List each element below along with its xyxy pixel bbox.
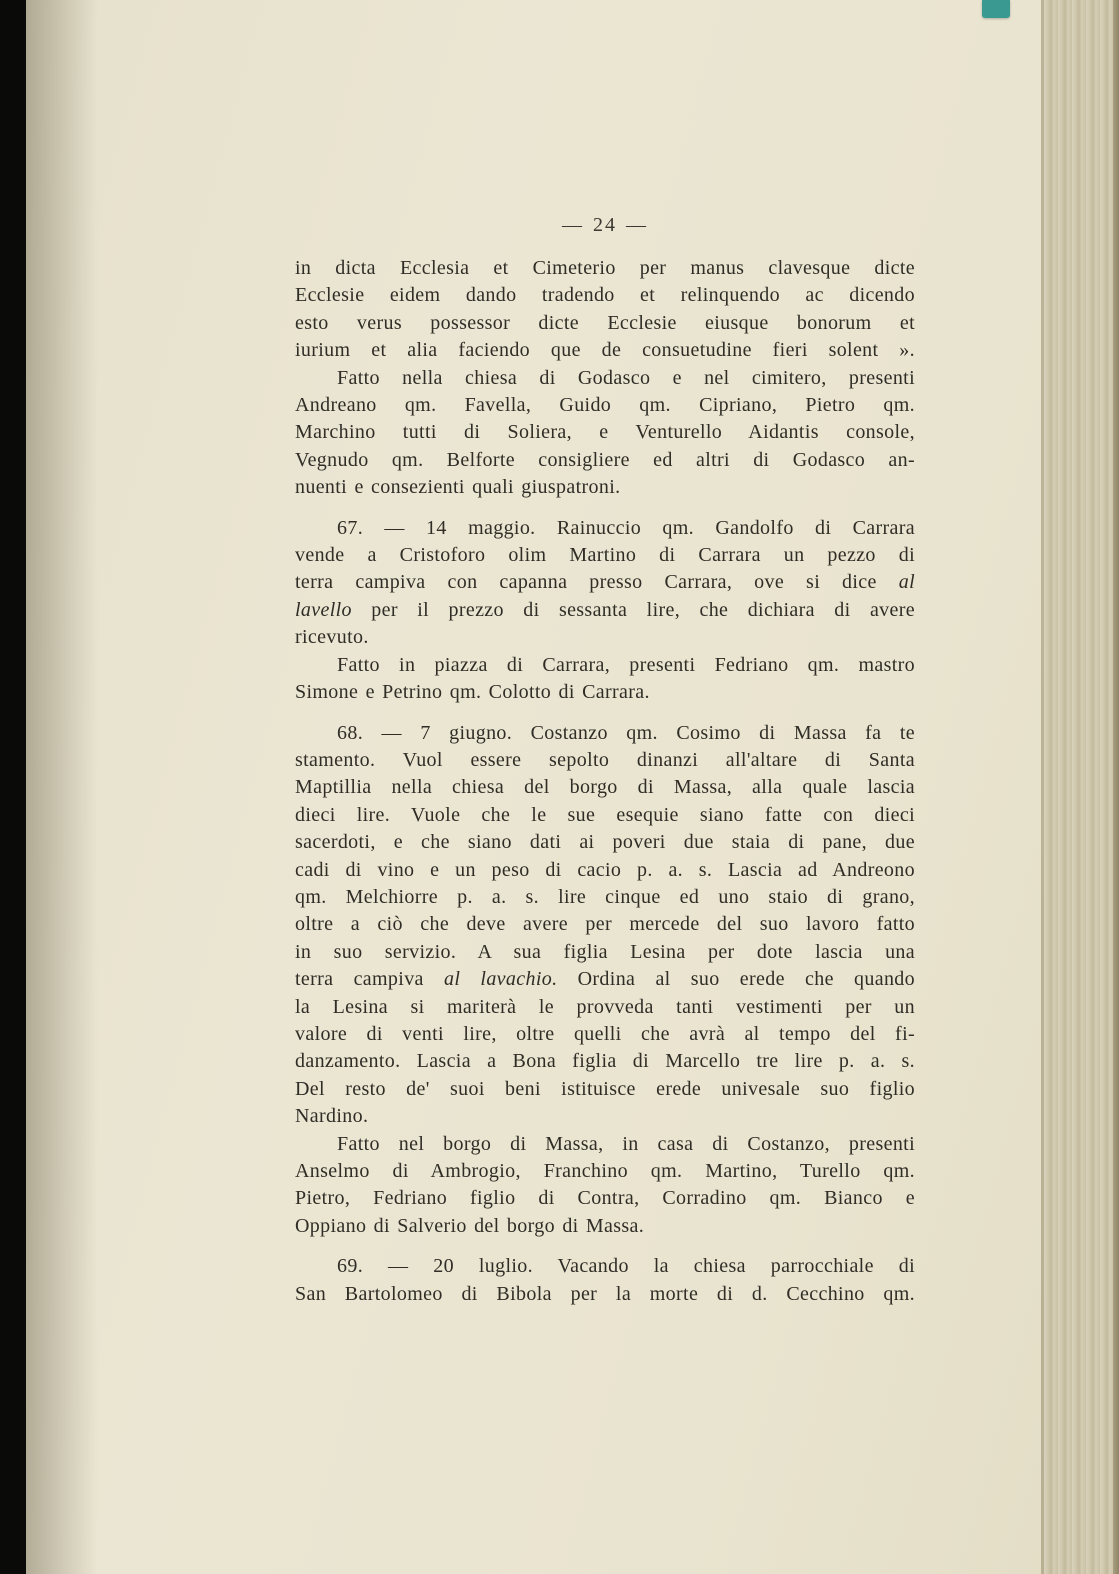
text-line: Ecclesie eidem dando tradendo et relinquendo ac dicendo xyxy=(295,284,915,307)
page-text xyxy=(295,212,915,1308)
text-line: iurium et alia faciendo que de consuetudine fieri solent ». xyxy=(295,339,915,362)
text-line: valore di venti lire, oltre quelli che avrà al tempo del fi- xyxy=(295,1022,915,1045)
bookmark-tab xyxy=(982,0,1010,18)
book-cover-edge xyxy=(1113,0,1119,1574)
text-line: 69. — 20 luglio. Vacando la chiesa parrocchiale di xyxy=(337,1255,915,1278)
text-line: esto verus possessor dicte Ecclesie eiusque bonorum et xyxy=(295,311,915,334)
text-line: Nardino. xyxy=(295,1105,369,1128)
paragraph-fatto-piazza xyxy=(295,652,915,707)
text-line: sacerdoti, e che siano dati ai poveri due staia di pane, due xyxy=(295,831,915,854)
text-line: la Lesina si mariterà le provveda tanti vestimenti per un xyxy=(295,995,915,1018)
text-line: Anselmo di Ambrogio, Franchino qm. Martino, Turello qm. xyxy=(295,1160,915,1182)
text-segment: terra campiva con capanna presso Carrara, ove si dice xyxy=(295,571,899,594)
text-line: Vegnudo qm. Belforte consigliere ed altri di Godasco an- xyxy=(295,448,915,471)
text-line xyxy=(295,569,915,596)
text-line: Fatto nel borgo di Massa, in casa di Costanzo, presenti xyxy=(337,1132,915,1155)
text-line: cadi di vino e un peso di cacio p. a. s. Lascia ad Andreono xyxy=(295,858,915,881)
text-line: qm. Melchiorre p. a. s. lire cinque ed uno staio di grano, xyxy=(295,885,915,908)
text-line: dieci lire. Vuole che le sue esequie siano fatte con dieci xyxy=(295,803,915,826)
paragraph-entry-68 xyxy=(295,720,915,1131)
paragraph-fatto-godasco xyxy=(295,365,915,502)
text-segment-italic: lavello xyxy=(295,598,352,621)
text-line xyxy=(295,966,915,993)
gutter-shadow xyxy=(26,0,98,1574)
book-page xyxy=(26,0,1044,1574)
text-line: 67. — 14 maggio. Rainuccio qm. Gandolfo di Carrara xyxy=(337,516,915,539)
paragraph-entry-69 xyxy=(295,1253,915,1308)
text-line: Fatto in piazza di Carrara, presenti Fedriano qm. mastro xyxy=(337,653,915,676)
text-line: Del resto de' suoi beni istituisce erede univesale suo figlio xyxy=(295,1077,915,1100)
text-line: in dicta Ecclesia et Cimeterio per manus clavesque dicte xyxy=(295,257,915,279)
text-line: ricevuto. xyxy=(295,626,369,649)
page-number: — 24 — xyxy=(562,214,648,236)
text-line: Maptillia nella chiesa del borgo di Massa, alla quale lascia xyxy=(295,776,915,799)
text-line: in suo servizio. A sua figlia Lesina per dote lascia una xyxy=(295,940,915,963)
text-segment: Ordina al suo erede che quando xyxy=(557,968,916,991)
text-line: Fatto nella chiesa di Godasco e nel cimitero, presenti xyxy=(337,366,915,389)
text-line: Oppiano di Salverio del borgo di Massa. xyxy=(295,1214,645,1237)
text-line: Marchino tutti di Soliera, e Venturello Aidantis console, xyxy=(295,421,915,444)
paragraph-fatto-borgo xyxy=(295,1131,915,1241)
text-line: oltre a ciò che deve avere per mercede del suo lavoro fatto xyxy=(295,913,915,936)
text-line: Andreano qm. Favella, Guido qm. Cipriano, Pietro qm. xyxy=(295,394,915,417)
text-line: Pietro, Fedriano figlio di Contra, Corradino qm. Bianco e xyxy=(295,1187,915,1210)
text-segment: terra campiva xyxy=(295,968,444,991)
text-line xyxy=(295,597,915,624)
text-line: stamento. Vuol essere sepolto dinanzi all'altare di Santa xyxy=(295,748,915,771)
paragraph-entry-67 xyxy=(295,515,915,652)
book-fore-edge-pages xyxy=(1044,0,1119,1574)
text-segment: per il prezzo di sessanta lire, che dichiara di avere xyxy=(351,598,915,621)
paragraph-continuation xyxy=(295,255,915,365)
text-line: danzamento. Lascia a Bona figlia di Marcello tre lire p. a. s. xyxy=(295,1050,915,1073)
text-line: Simone e Petrino qm. Colotto di Carrara. xyxy=(295,681,650,704)
text-segment-italic: al lavachio. xyxy=(443,968,558,991)
text-line: nuenti e consezienti quali giuspatroni. xyxy=(295,476,621,499)
text-segment-italic: al xyxy=(898,571,915,594)
text-line: vende a Cristoforo olim Martino di Carrara un pezzo di xyxy=(295,544,915,567)
text-line: 68. — 7 giugno. Costanzo qm. Cosimo di Massa fa te xyxy=(337,721,915,744)
text-line: San Bartolomeo di Bibola per la morte di d. Cecchino qm. xyxy=(295,1282,915,1305)
